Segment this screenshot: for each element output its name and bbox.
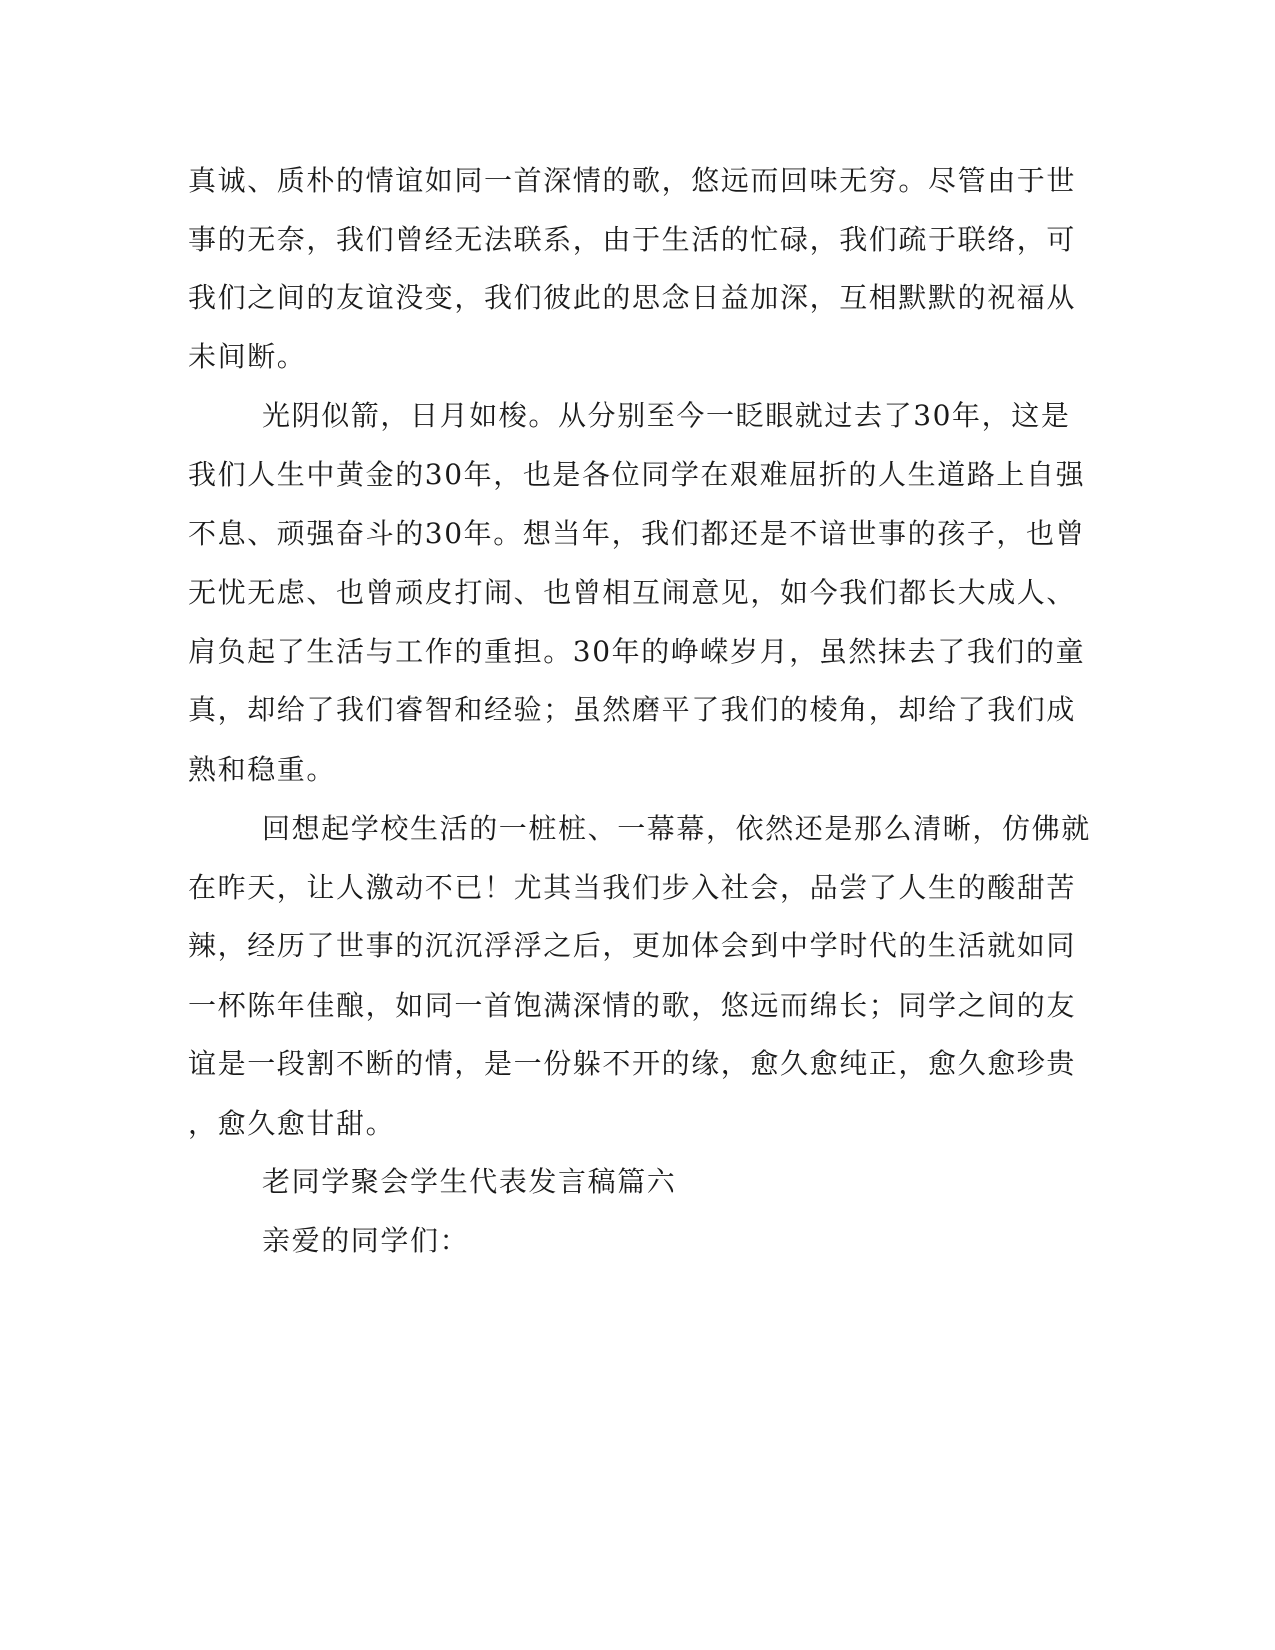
paragraph-2-line-2: 我们人生中黄金的30年，也是各位同学在艰难屈折的人生道路上自强 bbox=[188, 458, 1086, 491]
paragraph-3-line-3: 辣，经历了世事的沉沉浮浮之后，更加体会到中学时代的生活就如同 bbox=[188, 929, 1077, 962]
paragraph-1-line-1: 真诚、质朴的情谊如同一首深情的歌，悠远而回味无穷。尽管由于世 bbox=[188, 164, 1077, 197]
paragraph-1-line-2: 事的无奈，我们曾经无法联系，由于生活的忙碌，我们疏于联络，可 bbox=[188, 223, 1077, 256]
paragraph-3-line-2: 在昨天，让人激动不已！尤其当我们步入社会，品尝了人生的酸甜苦 bbox=[188, 871, 1077, 904]
paragraph-2-line-1: 光阴似箭，日月如梭。从分别至今一眨眼就过去了30年，这是 bbox=[262, 399, 1071, 432]
paragraph-3-line-5: 谊是一段割不断的情，是一份躲不开的缘，愈久愈纯正，愈久愈珍贵 bbox=[188, 1047, 1077, 1080]
paragraph-2-line-4: 无忧无虑、也曾顽皮打闹、也曾相互闹意见，如今我们都长大成人、 bbox=[188, 576, 1077, 609]
paragraph-2-line-6: 真，却给了我们睿智和经验；虽然磨平了我们的棱角，却给了我们成 bbox=[188, 693, 1077, 726]
salutation: 亲爱的同学们： bbox=[262, 1224, 470, 1257]
paragraph-2-line-5: 肩负起了生活与工作的重担。30年的峥嵘岁月，虽然抹去了我们的童 bbox=[188, 635, 1086, 668]
paragraph-2-line-3: 不息、顽强奋斗的30年。想当年，我们都还是不谙世事的孩子，也曾 bbox=[188, 517, 1086, 550]
paragraph-2-line-7: 熟和稳重。 bbox=[188, 753, 337, 786]
paragraph-3-line-4: 一杯陈年佳酿，如同一首饱满深情的歌，悠远而绵长；同学之间的友 bbox=[188, 989, 1077, 1022]
paragraph-3-line-1: 回想起学校生活的一桩桩、一幕幕，依然还是那么清晰，仿佛就 bbox=[262, 812, 1091, 845]
paragraph-1-line-4: 未间断。 bbox=[188, 340, 307, 373]
paragraph-1-line-3: 我们之间的友谊没变，我们彼此的思念日益加深，互相默默的祝福从 bbox=[188, 281, 1077, 314]
section-title: 老同学聚会学生代表发言稿篇六 bbox=[262, 1165, 677, 1198]
paragraph-3-line-6: ，愈久愈甘甜。 bbox=[188, 1107, 396, 1140]
